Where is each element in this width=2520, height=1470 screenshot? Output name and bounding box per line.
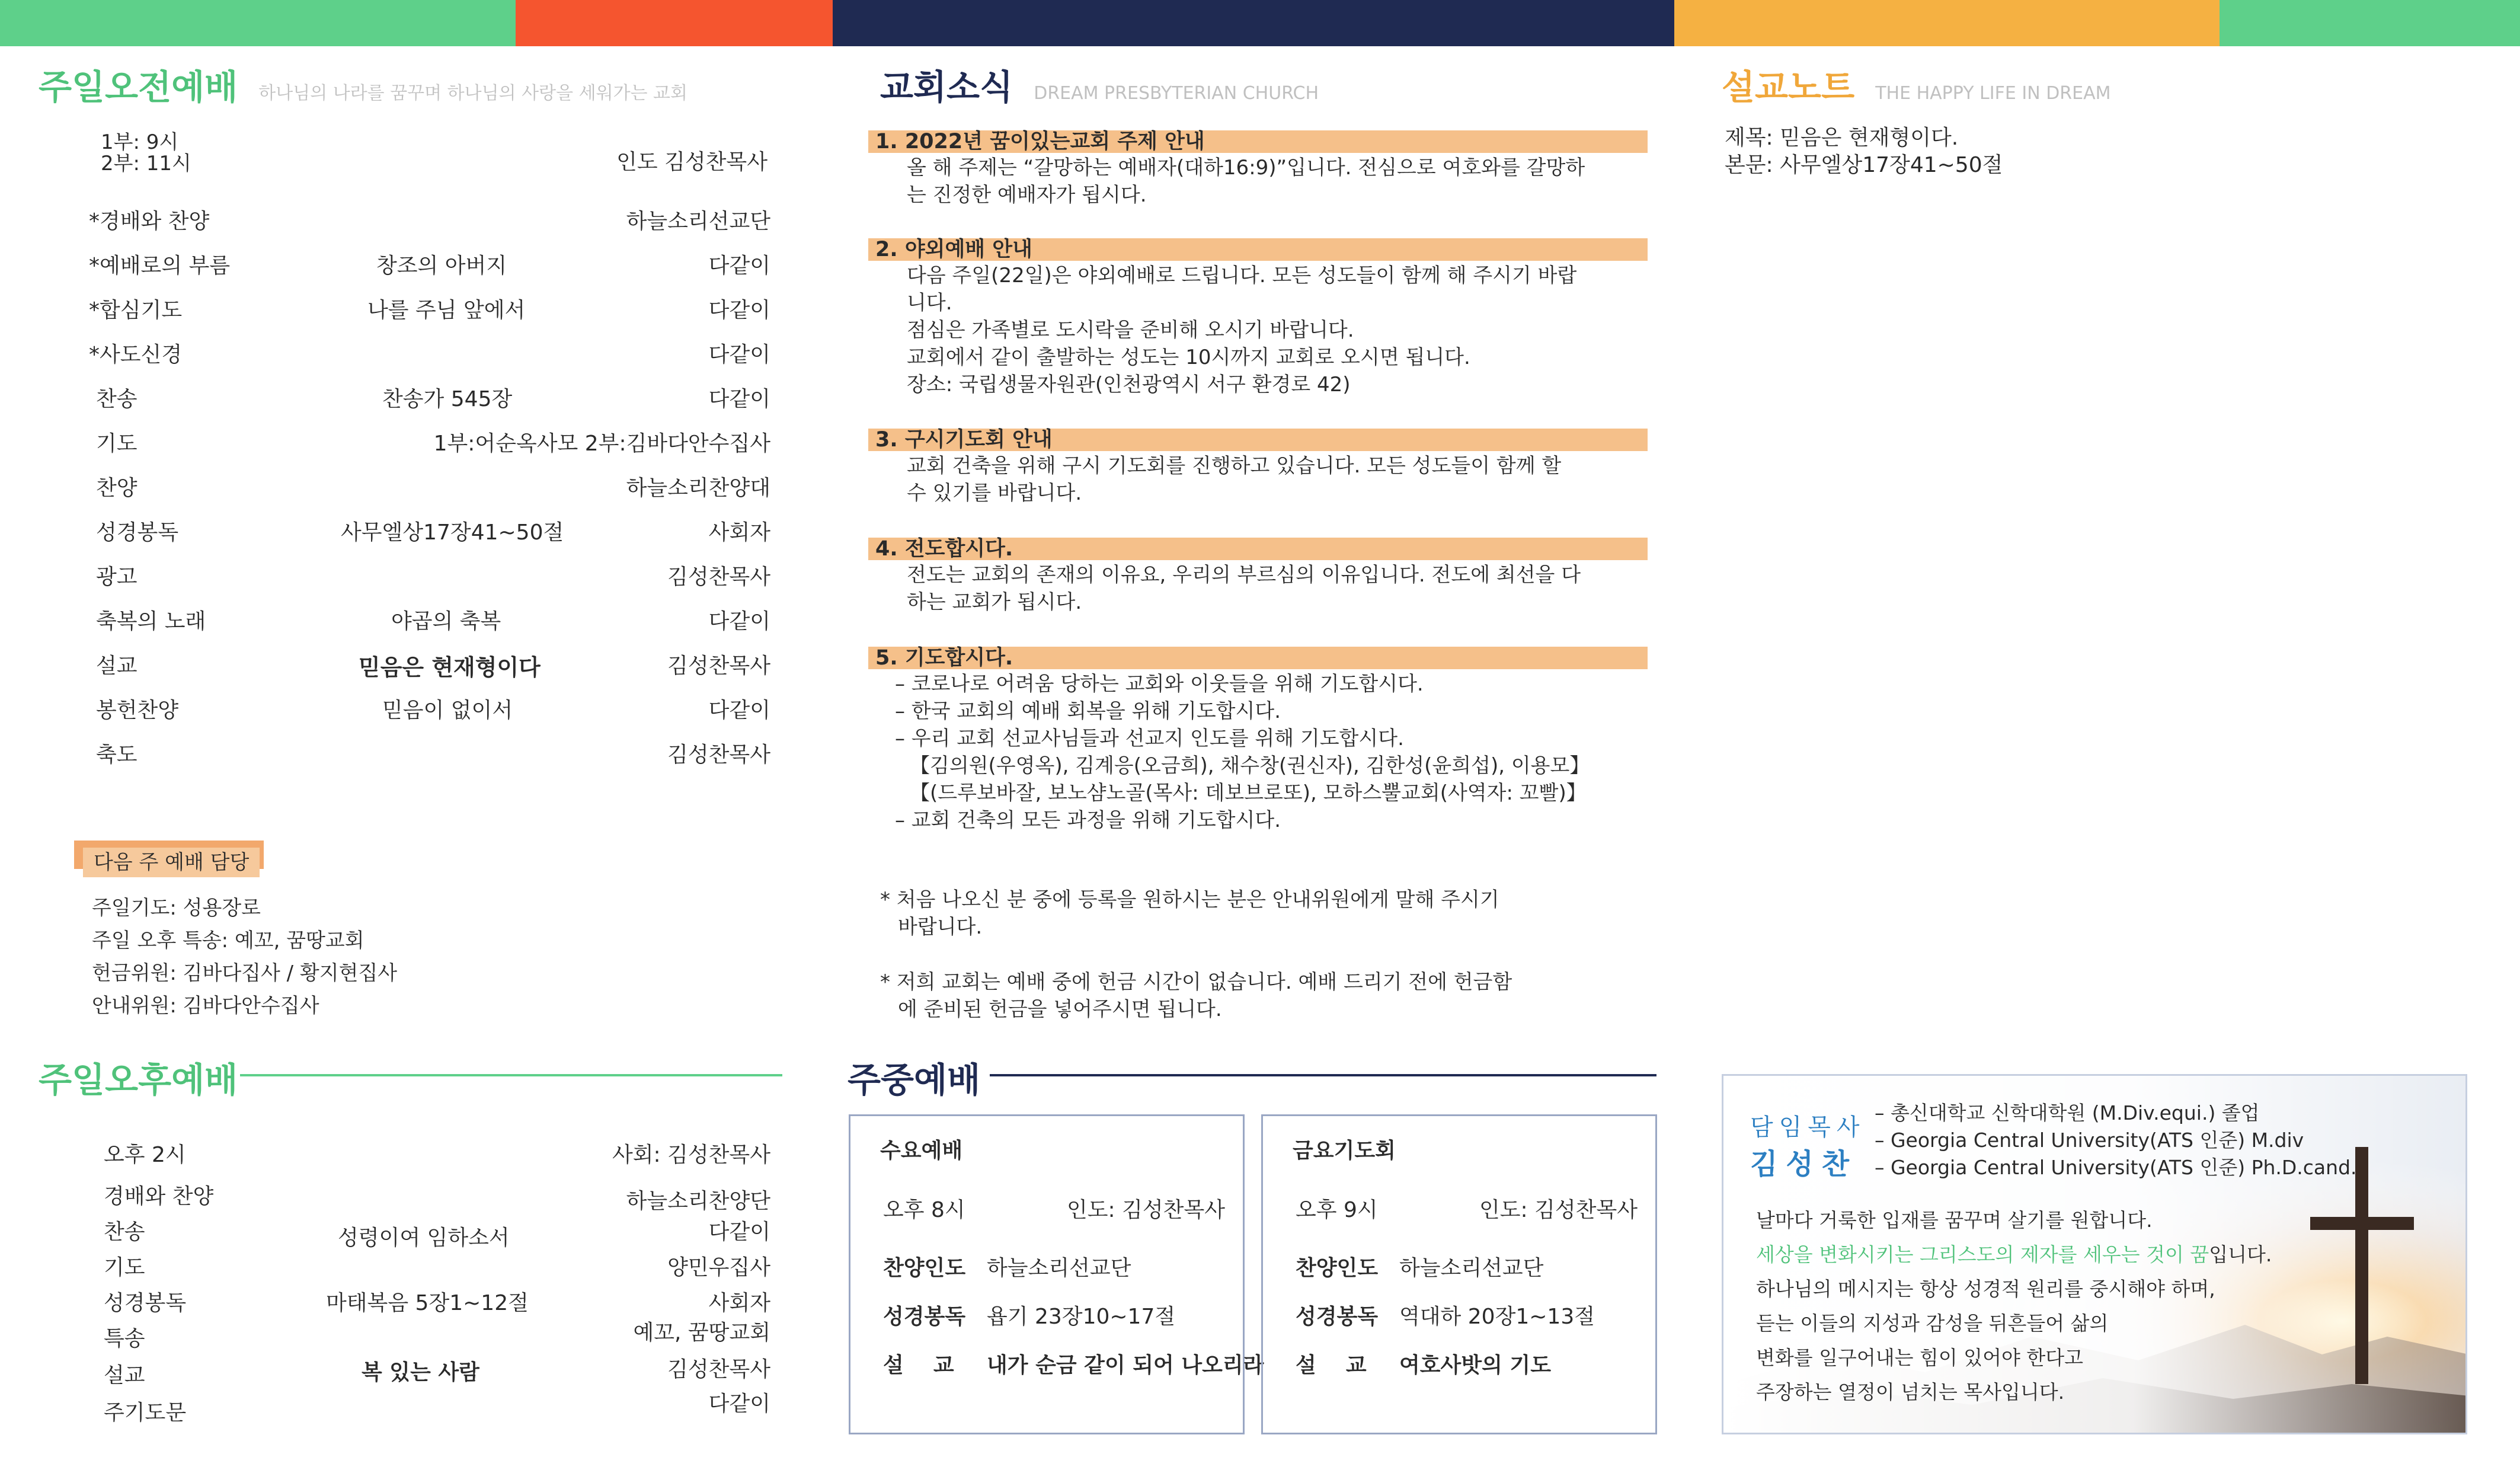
news-item-body: [895, 670, 1636, 834]
item-mid: 믿음이 없이서: [382, 698, 513, 723]
morning-times: [101, 132, 191, 174]
afternoon-title: 주일오후예배: [39, 1060, 238, 1100]
item-mid: 사무엘상17장41~50절: [341, 520, 564, 545]
morning-item: [89, 738, 770, 774]
item-name: *사도신경: [89, 343, 183, 367]
item-name: 성경봉독: [104, 1291, 187, 1315]
top-bar-green-left: [0, 0, 516, 46]
item-name: 경배와 찬양: [104, 1184, 214, 1209]
item-name: 주기도문: [104, 1401, 187, 1425]
friday-bible: 역대하 20장1~13절: [1399, 1305, 1595, 1329]
sermon-subject: 제목: 믿음은 현재형이다.: [1725, 126, 1959, 150]
item-right: 예꼬, 꿈땅교회: [633, 1321, 770, 1345]
item-mid: 나를 주님 앞에서: [367, 298, 526, 322]
afternoon-item: [104, 1180, 770, 1213]
friday-praise-label: 찬양인도: [1296, 1256, 1379, 1280]
item-name: 봉헌찬양: [96, 698, 179, 723]
news-line: – 한국 교회의 예배 회복을 위해 기도합시다.: [895, 699, 1281, 723]
afternoon-item: [104, 1392, 770, 1426]
item-name: *합심기도: [89, 298, 183, 322]
friday-sermon: 여호사밧의 기도: [1399, 1353, 1551, 1378]
bio-highlight: 세상을 변화시키는 그리스도의 제자를 세우는 것이 꿈: [1756, 1243, 2209, 1266]
news-subtitle: DREAM PRESBYTERIAN CHURCH: [1034, 83, 1319, 104]
item-name: 찬양: [96, 476, 137, 500]
news-line: 교회 건축을 위해 구시 기도회를 진행하고 있습니다. 모든 성도들이 함께 할: [907, 454, 1562, 478]
item-right: 하늘소리찬양대: [626, 476, 770, 500]
sermon-text: 본문: 사무엘상17장41~50절: [1725, 153, 2003, 177]
cred-line: – Georgia Central University(ATS 인준) Ph.D.cand.: [1875, 1156, 2357, 1179]
morning-item: [89, 249, 770, 285]
morning-title: 주일오전예배: [39, 67, 238, 107]
news-line: 니다.: [907, 291, 952, 315]
wednesday-box: [849, 1114, 1264, 1434]
afternoon-time: 오후 2시: [104, 1143, 186, 1167]
friday-leader: 인도: 김성찬목사: [1479, 1198, 1638, 1222]
cred-line: – Georgia Central University(ATS 인준) M.div: [1875, 1129, 2304, 1152]
news-line: 【김의원(우영옥), 김계응(오금희), 채수창(권신자), 김한성(윤희섭), 이용모】: [910, 754, 1590, 778]
news-item-body: [907, 154, 1648, 209]
item-name: *예배로의 부름: [89, 254, 231, 278]
item-right: 하늘소리선교단: [626, 209, 770, 234]
news-line: – 교회 건축의 모든 과정을 위해 기도합시다.: [895, 808, 1281, 832]
sermon-note-subtitle: THE HAPPY LIFE IN DREAM: [1875, 83, 2111, 104]
afternoon-item: [104, 1322, 770, 1352]
morning-header: [39, 59, 687, 109]
afternoon-rule: [240, 1074, 782, 1076]
item-right: 김성찬목사: [667, 654, 770, 678]
weekday-title: 주중예배: [848, 1060, 981, 1100]
item-right: 1부:어순옥사모 2부:김바다안수집사: [433, 432, 770, 456]
next-week-line: 헌금위원: 김바다집사 / 황지현집사: [92, 961, 398, 985]
friday-time: 오후 9시: [1296, 1198, 1378, 1222]
wednesday-leader: 인도: 김성찬목사: [1067, 1198, 1226, 1222]
afternoon-item: [104, 1215, 770, 1250]
item-right: 다같이: [708, 298, 770, 322]
item-name: 축도: [96, 743, 137, 767]
wednesday-time: 오후 8시: [883, 1198, 965, 1222]
wednesday-bible-label: 성경봉독: [883, 1305, 966, 1329]
morning-item: [89, 649, 770, 685]
item-right: 다같이: [708, 609, 770, 634]
item-mid: 야곱의 축복: [391, 609, 501, 634]
wednesday-sermon: 내가 순금 같이 되어 나오리라: [987, 1353, 1264, 1378]
pastor-role: 담임목사: [1750, 1114, 1866, 1141]
item-right: 다같이: [708, 343, 770, 367]
wednesday-sermon-label: 설 교: [883, 1353, 954, 1378]
item-mid: 복 있는 사람: [362, 1360, 479, 1385]
friday-praise: 하늘소리선교단: [1399, 1256, 1544, 1280]
morning-time-2: 2부: 11시: [101, 152, 191, 175]
morning-item: [89, 293, 770, 329]
top-bar-navy: [833, 0, 1674, 46]
afternoon-item: [104, 1359, 770, 1389]
next-week-line: 주일기도: 성용장로: [92, 896, 261, 920]
news-line: 교회에서 같이 출발하는 성도는 10시까지 교회로 오시면 됩니다.: [907, 346, 1470, 369]
afternoon-order: [104, 1138, 770, 1434]
item-right: 다같이: [708, 1392, 770, 1416]
morning-item: [89, 694, 770, 729]
news-line: 수 있기를 바랍니다.: [907, 481, 1082, 505]
news-line: 장소: 국립생물자원관(인천광역시 서구 환경로 42): [907, 373, 1351, 397]
item-mid: 성령이여 임하소서: [338, 1226, 510, 1250]
news-line: 하는 교회가 됩시다.: [907, 590, 1082, 614]
item-name: 설교: [96, 654, 137, 678]
top-bar-orange: [1674, 0, 2220, 46]
item-mid: 마태복음 5장1~12절: [326, 1291, 529, 1315]
item-right: 사회자: [708, 1291, 770, 1315]
item-right: 다같이: [708, 1220, 770, 1244]
morning-leader: 인도 김성찬목사: [616, 150, 767, 174]
news-item-head: 1. 2022년 꿈이있는교회 주제 안내: [868, 130, 1648, 153]
news-line: 는 진정한 예배자가 됩시다.: [907, 183, 1147, 207]
cred-line: – 총신대학교 신학대학원 (M.Div.equi.) 졸업: [1875, 1101, 2260, 1124]
morning-time-1: 1부: 9시: [101, 130, 179, 154]
morning-subtitle: 하나님의 나라를 꿈꾸며 하나님의 사랑을 세워가는 교회: [258, 83, 688, 104]
afternoon-item: [104, 1286, 770, 1316]
news-line: 【(드루보바잘, 보노샴노골(목사: 데보브로또), 모하스뿔교회(사역자: 꼬빨)】: [910, 781, 1587, 805]
news-line: 다음 주일(22일)은 야외예배로 드립니다. 모든 성도들이 함께 해 주시기 바랍: [907, 264, 1577, 287]
news-line: – 우리 교회 선교사님들과 선교지 인도를 위해 기도합시다.: [895, 727, 1404, 750]
pastor-creds: [1875, 1100, 2357, 1181]
item-name: 특송: [104, 1327, 145, 1351]
morning-item: [89, 471, 770, 507]
afternoon-item: [104, 1251, 770, 1281]
wednesday-praise: 하늘소리선교단: [987, 1256, 1131, 1280]
sermon-note-title: 설교노트: [1722, 67, 1855, 107]
bio-line: [1756, 1238, 2272, 1272]
morning-item: [89, 560, 770, 596]
morning-item: [89, 605, 770, 640]
news-header: [880, 59, 1319, 109]
bio-line: 주장하는 열정이 넘치는 목사입니다.: [1756, 1380, 2065, 1404]
afternoon-leader: 사회: 김성찬목사: [612, 1143, 770, 1167]
news-item-body: [907, 452, 1648, 507]
morning-item: [89, 382, 770, 418]
news-item-head: 2. 야외예배 안내: [868, 238, 1648, 261]
friday-sermon-label: 설 교: [1296, 1353, 1367, 1378]
news-item-body: [907, 262, 1648, 398]
item-right: 김성찬목사: [667, 565, 770, 589]
bio-line: 듣는 이들의 지성과 감성을 뒤흔들어 삶의: [1756, 1312, 2109, 1335]
next-week-label: 다음 주 예배 담당: [83, 848, 260, 877]
news-note: [880, 969, 1512, 1023]
next-week-list: [92, 892, 397, 1022]
friday-title: 금요기도회: [1293, 1139, 1396, 1163]
bio-line: 날마다 거룩한 입재를 꿈꾸며 살기를 원합니다.: [1756, 1209, 2153, 1232]
bio-line: 하나님의 메시지는 항상 성경적 원리를 중시해야 하며,: [1756, 1277, 2215, 1300]
note-line: 바랍니다.: [898, 915, 983, 939]
item-mid: 창조의 아버지: [376, 254, 507, 278]
news-title: 교회소식: [880, 67, 1013, 107]
wednesday-bible: 욥기 23장10~17절: [987, 1305, 1176, 1329]
pastor-card: [1722, 1074, 2467, 1434]
morning-item: [89, 204, 770, 240]
item-mid: 찬송가 545장: [382, 387, 513, 411]
morning-item: [89, 516, 770, 551]
news-item-head: 5. 기도합시다.: [868, 647, 1648, 669]
weekday-rule: [990, 1074, 1656, 1076]
item-name: 기도: [104, 1255, 145, 1280]
pastor-bio: [1756, 1203, 2272, 1410]
item-name: 축복의 노래: [96, 609, 206, 634]
item-name: 찬송: [104, 1220, 145, 1244]
item-right: 다같이: [708, 254, 770, 278]
item-right: 김성찬목사: [667, 1357, 770, 1382]
bio-line: 변화를 일구어내는 힘이 있어야 한다고: [1756, 1346, 2084, 1369]
morning-item: [89, 338, 770, 373]
item-name: 성경봉독: [96, 520, 179, 545]
sermon-note-body: [1725, 124, 2003, 179]
item-right: 다같이: [708, 387, 770, 411]
wednesday-praise-label: 찬양인도: [883, 1256, 966, 1280]
friday-box: [1261, 1114, 1657, 1434]
item-mid: 믿음은 현재형이다: [359, 654, 541, 680]
item-right: 양민우집사: [667, 1255, 770, 1280]
next-week-line: 안내위원: 김바다안수집사: [92, 994, 319, 1018]
item-right: 하늘소리찬양단: [626, 1189, 770, 1213]
item-name: *경배와 찬양: [89, 209, 210, 234]
news-line: 올 해 주제는 “갈망하는 예배자(대하16:9)”입니다. 전심으로 여호와를 갈망하: [907, 156, 1585, 180]
next-week-line: 주일 오후 특송: 예꼬, 꿈땅교회: [92, 929, 364, 953]
note-line: 에 준비된 헌금을 넣어주시면 됩니다.: [898, 998, 1222, 1021]
sermon-note-header: [1722, 59, 2111, 109]
news-item-body: [907, 561, 1648, 616]
news-line: – 코로나로 어려움 당하는 교회와 이웃들을 위해 기도합시다.: [895, 672, 1424, 696]
pastor-name: 김성찬: [1750, 1148, 1858, 1181]
item-right: 김성찬목사: [667, 743, 770, 767]
news-item-head: 3. 구시기도회 안내: [868, 429, 1648, 451]
news-line: 전도는 교회의 존재의 이유요, 우리의 부르심의 이유입니다. 전도에 최선을 다: [907, 563, 1581, 587]
note-line: * 처음 나오신 분 중에 등록을 원하시는 분은 안내위원에게 말해 주시기: [880, 888, 1499, 912]
note-line: * 저희 교회는 예배 중에 헌금 시간이 없습니다. 예배 드리기 전에 헌금함: [880, 970, 1512, 994]
item-right: 다같이: [708, 698, 770, 723]
item-name: 광고: [96, 565, 137, 589]
wednesday-title: 수요예배: [880, 1139, 963, 1163]
item-name: 설교: [104, 1363, 145, 1388]
bio-highlight-rest: 입니다.: [2209, 1243, 2272, 1266]
morning-item: [89, 427, 770, 462]
item-name: 기도: [96, 432, 137, 456]
top-bar-green-right: [2220, 0, 2520, 46]
item-name: 찬송: [96, 387, 137, 411]
friday-bible-label: 성경봉독: [1296, 1305, 1379, 1329]
item-right: 사회자: [708, 520, 770, 545]
news-note: [880, 886, 1499, 941]
morning-order: [89, 204, 770, 767]
top-bar-red: [516, 0, 833, 46]
news-line: 점심은 가족별로 도시락을 준비해 오시기 바랍니다.: [907, 318, 1354, 342]
news-item-head: 4. 전도합시다.: [868, 538, 1648, 560]
